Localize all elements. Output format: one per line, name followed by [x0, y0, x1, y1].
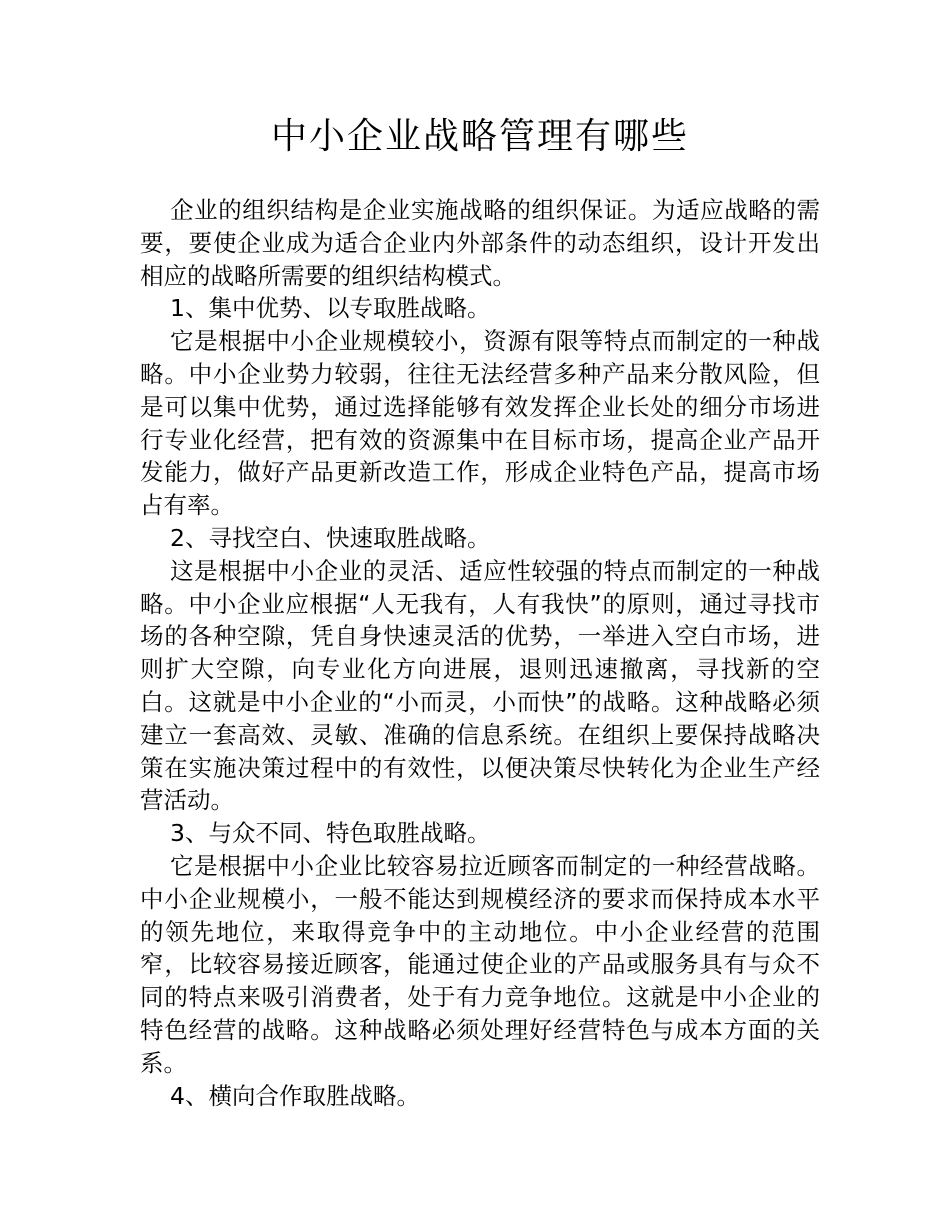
- section-body-2: 这是根据中小企业的灵活、适应性较强的特点而制定的一种战略。中小企业应根据“人无我有，人有我快”的原则，通过寻找市场的各种空隙，凭自身快速灵活的优势，一举进入空白市场，进则扩大空隙，向专业化方向进展，退则迅速撤离，寻找新的空白。这就是中小企业的“小而灵，小而快”的战略。这种战略必须建立一套高效、灵敏、准确的信息系统。在组织上要保持战略决策在实施决策过程中的有效性，以便决策尽快转化为企业生产经营活动。: [140, 556, 820, 815]
- section-heading-1: 1、集中优势、以专取胜战略。: [170, 294, 491, 323]
- section-heading-4: 4、横向合作取胜战略。: [170, 1081, 420, 1110]
- document-title: 中小企业战略管理有哪些: [270, 116, 689, 157]
- section-heading-2: 2、寻找空白、快速取胜战略。: [170, 523, 491, 552]
- document-body: [140, 194, 820, 1112]
- intro-paragraph: 企业的组织结构是企业实施战略的组织保证。为适应战略的需要，要使企业成为适合企业内外部条件的动态组织，设计开发出相应的战略所需要的组织结构模式。: [140, 196, 820, 290]
- section-body-3: 它是根据中小企业比较容易拉近顾客而制定的一种经营战略。中小企业规模小，一般不能达到规模经济的要求而保持成本水平的领先地位，来取得竞争中的主动地位。中小企业经营的范围窄，比较容易接近顾客，能通过使企业的产品或服务具有与众不同的特点来吸引消费者，处于有力竞争地位。这就是中小企业的特色经营的战略。这种战略必须处理好经营特色与成本方面的关系。: [140, 851, 820, 1077]
- section-heading-3: 3、与众不同、特色取胜战略。: [170, 819, 491, 848]
- section-body-1: 它是根据中小企业规模较小，资源有限等特点而制定的一种战略。中小企业势力较弱，往往无法经营多种产品来分散风险，但是可以集中优势，通过选择能够有效发挥企业长处的细分市场进行专业化经营，把有效的资源集中在目标市场，提高企业产品开发能力，做好产品更新改造工作，形成企业特色产品，提高市场占有率。: [140, 327, 820, 520]
